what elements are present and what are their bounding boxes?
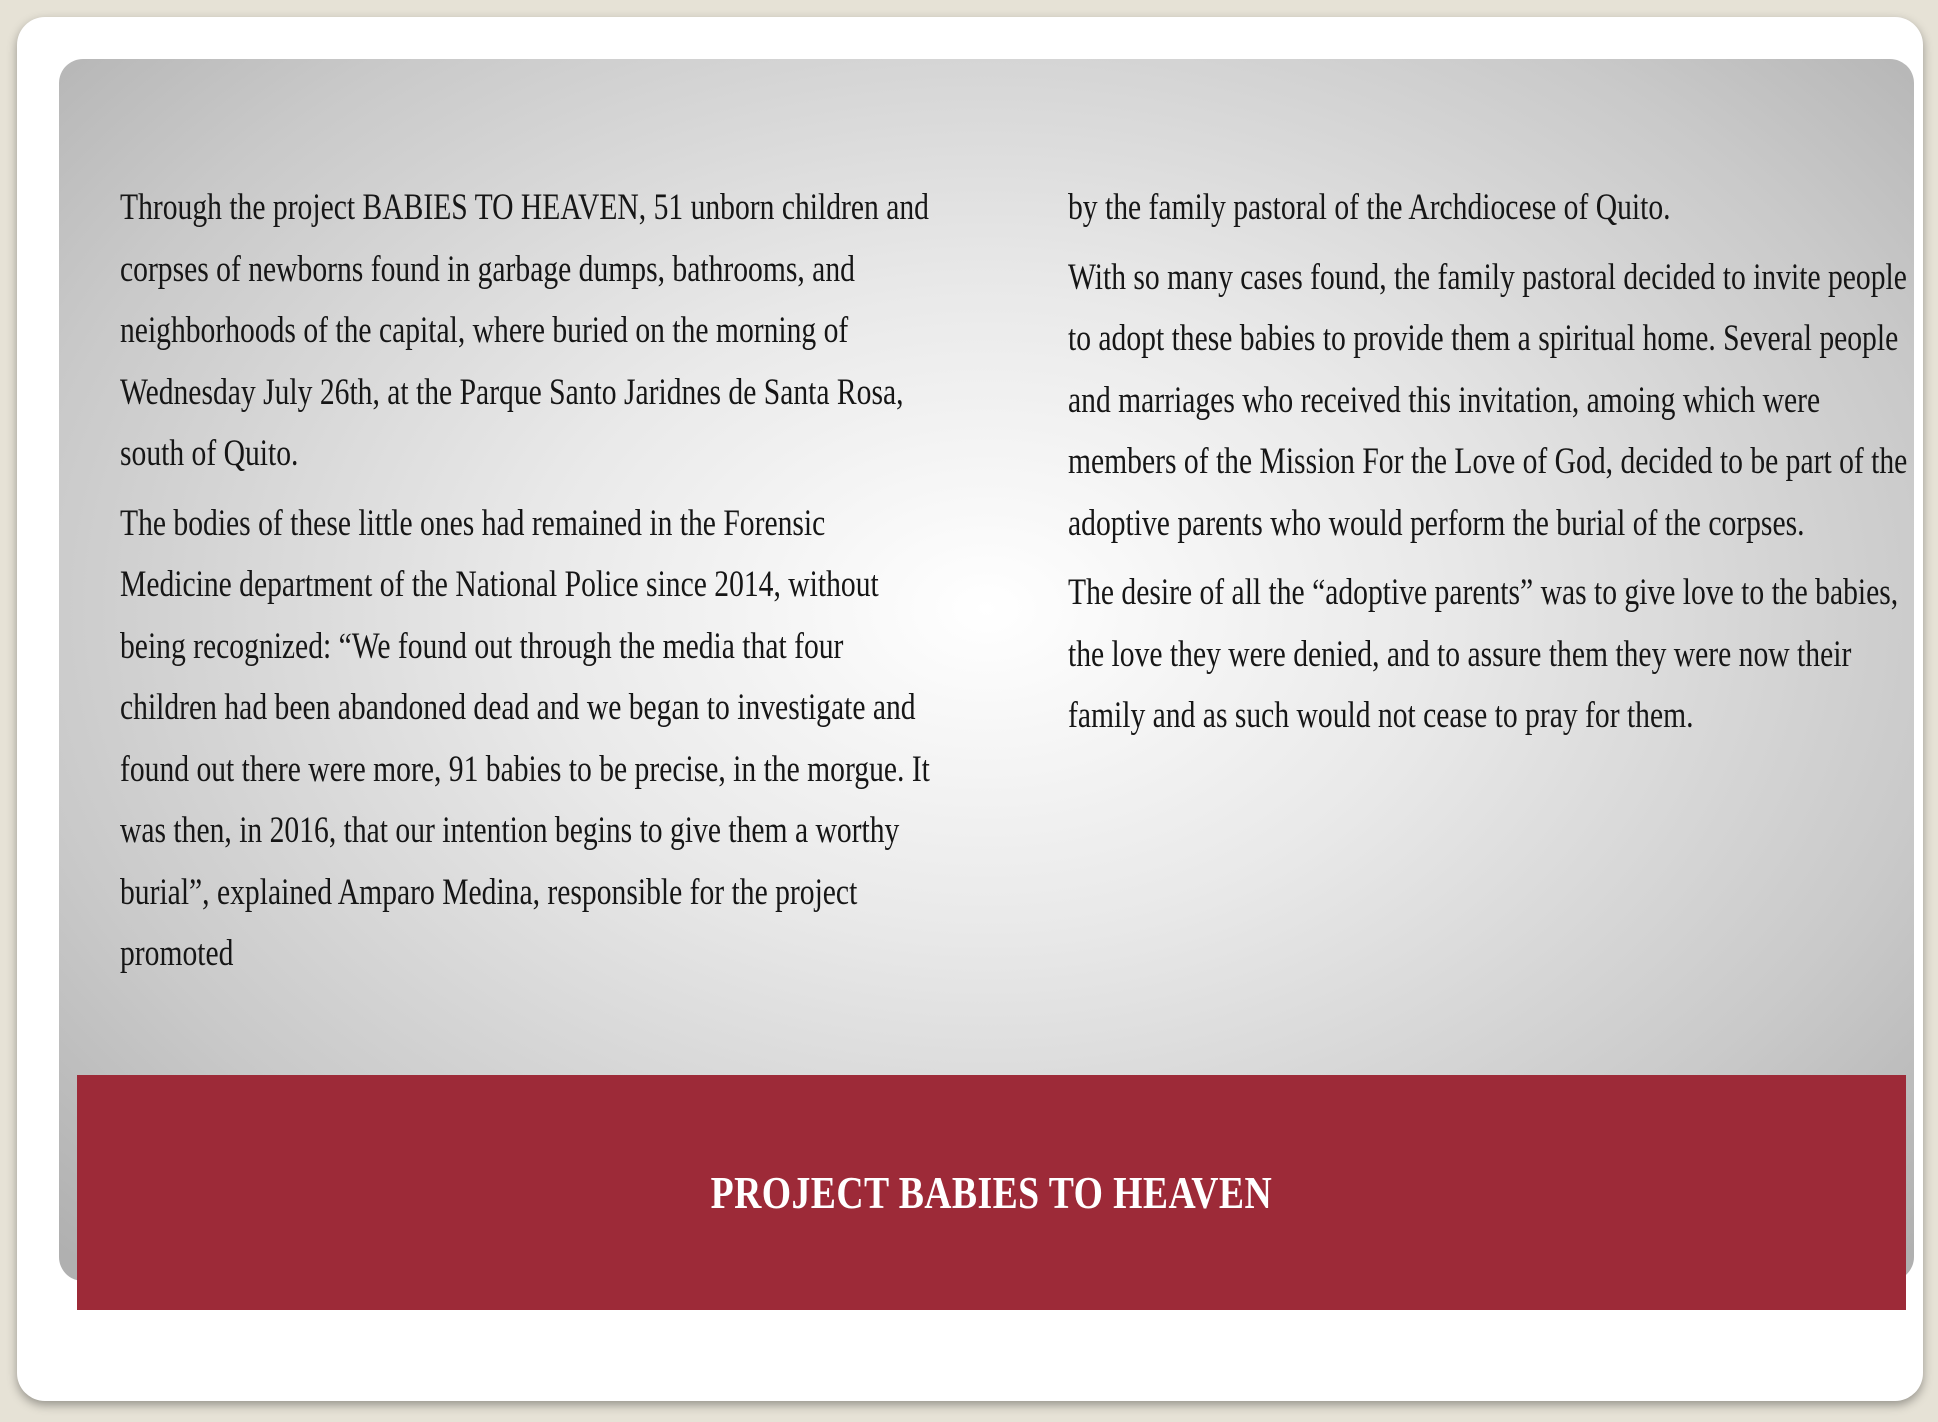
- right-paragraph-2: With so many cases found, the family pastoral decided to invite people to adopt these babies to provide them a spiritual home. Several people and marriages who received this invitation, amoing which were members of the Mission For the Love of God, decided to be part of the adoptive parents who would perform the burial of the corpses.: [1068, 256, 1908, 544]
- left-paragraph-2: The bodies of these little ones had remained in the Forensic Medicine department of the National Police since 2014, without being recognized: “We found out through the media that four children had been abandoned dead and we began to investigate and found out there were more, 91 babies to be precise, in the morgue. It was then, in 2016, that our intention begins to give them a worthy burial”, explained Amparo Medina, responsible for the project promoted: [120, 502, 930, 974]
- title-band: [77, 1075, 1906, 1310]
- slide-frame: [17, 17, 1923, 1401]
- right-paragraph-3: The desire of all the “adoptive parents” was to give love to the babies, the love they were denied, and to assure them they were now their family and as such would not cease to pray for them.: [1068, 572, 1899, 736]
- slide-title: PROJECT BABIES TO HEAVEN: [710, 1167, 1273, 1218]
- left-paragraph-1: Through the project BABIES TO HEAVEN, 51 unborn children and corpses of newborns found in garbage dumps, bathrooms, and neighborhoods of the capital, where buried on the morning of Wednesday July 26th, at the Parque Santo Jaridnes de Santa Rosa, south of Quito.: [120, 187, 929, 474]
- left-text-column: [120, 177, 944, 993]
- right-paragraph-1: by the family pastoral of the Archdiocese of Quito.: [1068, 187, 1671, 228]
- right-text-column: [1068, 177, 1928, 755]
